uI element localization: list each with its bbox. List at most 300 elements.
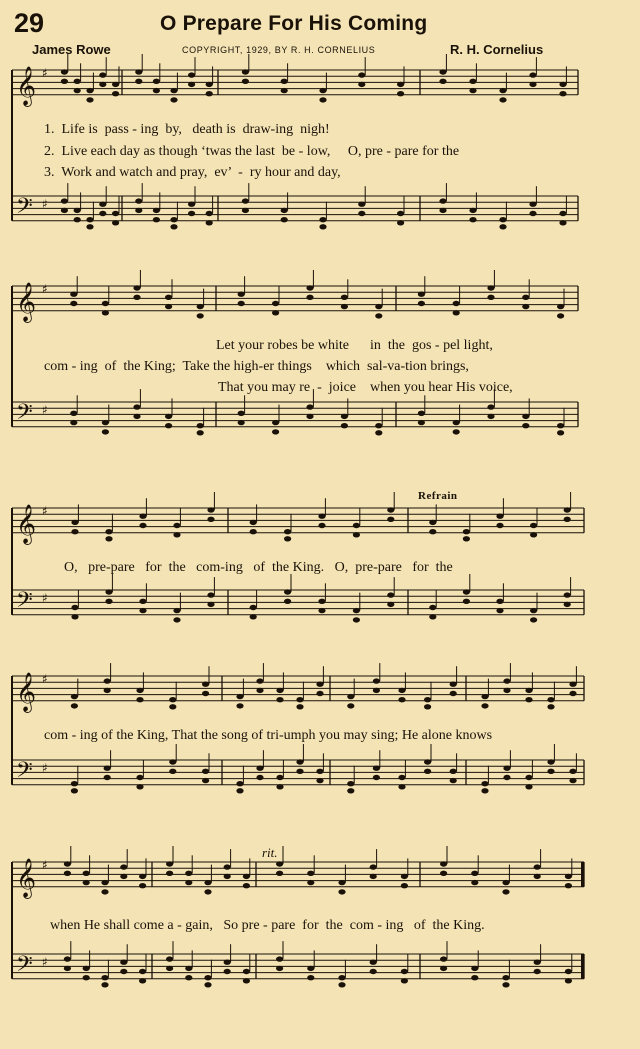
notehead <box>429 520 436 525</box>
notehead <box>387 507 394 512</box>
notehead <box>204 880 211 885</box>
notehead <box>83 871 90 876</box>
notehead <box>250 520 257 525</box>
treble-clef-icon: 𝄞 <box>16 281 37 322</box>
notehead <box>105 536 112 541</box>
notehead <box>398 775 405 780</box>
treble-clef-icon: 𝄞 <box>16 503 37 544</box>
notehead <box>272 310 279 315</box>
notehead <box>316 691 323 696</box>
notehead <box>502 889 509 894</box>
notehead <box>347 788 354 793</box>
notehead <box>341 414 348 419</box>
notehead <box>153 88 160 93</box>
hymn-number: 29 <box>14 8 45 38</box>
key-sharp-icon: ♯ <box>42 282 48 296</box>
notehead <box>276 784 283 789</box>
notehead <box>185 966 192 971</box>
notehead <box>481 788 488 793</box>
notehead <box>503 678 510 683</box>
notehead <box>170 97 177 102</box>
system-4-lyrics: com - ing of the King, That the song of tri-umph you may sing; He alone knows <box>44 728 493 743</box>
notehead <box>256 678 263 683</box>
notehead <box>120 864 127 869</box>
notehead <box>440 861 447 866</box>
notehead <box>319 97 326 102</box>
notehead <box>173 617 180 622</box>
notehead <box>120 874 127 879</box>
notehead <box>86 217 93 222</box>
notehead <box>71 605 78 610</box>
notehead <box>281 88 288 93</box>
notehead <box>173 608 180 613</box>
notehead <box>236 694 243 699</box>
notehead <box>83 966 90 971</box>
notehead <box>173 523 180 528</box>
notehead <box>530 532 537 537</box>
notehead <box>557 304 564 309</box>
notehead <box>70 292 77 297</box>
notehead <box>440 871 447 876</box>
notehead <box>401 883 408 888</box>
notehead <box>401 969 408 974</box>
notehead <box>202 682 209 687</box>
notehead <box>440 956 447 961</box>
notehead <box>204 982 211 987</box>
notehead <box>256 688 263 693</box>
notehead <box>70 420 77 425</box>
notehead <box>529 82 536 87</box>
notehead <box>243 978 250 983</box>
notehead <box>319 88 326 93</box>
notehead <box>153 217 160 222</box>
notehead <box>375 304 382 309</box>
notehead <box>564 592 571 597</box>
notehead <box>522 414 529 419</box>
notehead <box>387 592 394 597</box>
notehead <box>450 778 457 783</box>
notehead <box>250 529 257 534</box>
notehead <box>341 304 348 309</box>
notehead <box>104 775 111 780</box>
notehead <box>135 69 142 74</box>
treble-clef-icon: 𝄞 <box>16 671 37 712</box>
notehead <box>64 966 71 971</box>
notehead <box>341 295 348 300</box>
notehead <box>307 880 314 885</box>
notehead <box>358 82 365 87</box>
notehead <box>165 423 172 428</box>
treble-clef-icon: 𝄞 <box>16 857 37 898</box>
notehead <box>481 703 488 708</box>
notehead <box>105 589 112 594</box>
notehead <box>487 295 494 300</box>
notehead <box>496 514 503 519</box>
treble-clef-icon: 𝄞 <box>16 65 37 106</box>
notehead <box>316 778 323 783</box>
notehead <box>139 608 146 613</box>
notehead <box>238 411 245 416</box>
notehead <box>135 79 142 84</box>
notehead <box>105 529 112 534</box>
notehead <box>534 874 541 879</box>
notehead <box>338 880 345 885</box>
notehead <box>99 202 106 207</box>
notehead <box>276 775 283 780</box>
notehead <box>318 514 325 519</box>
notehead <box>165 295 172 300</box>
key-sharp-icon: ♯ <box>42 955 48 969</box>
notehead <box>502 880 509 885</box>
notehead <box>481 781 488 786</box>
notehead <box>188 72 195 77</box>
notehead <box>281 217 288 222</box>
notehead <box>530 523 537 528</box>
notehead <box>373 766 380 771</box>
notehead <box>102 310 109 315</box>
notehead <box>242 198 249 203</box>
key-sharp-icon: ♯ <box>42 761 48 775</box>
notehead <box>166 871 173 876</box>
notehead <box>547 759 554 764</box>
notehead <box>61 208 68 213</box>
notehead <box>99 82 106 87</box>
notehead <box>236 788 243 793</box>
notehead <box>347 781 354 786</box>
notehead <box>74 208 81 213</box>
system-2-line-1: Let your robes be white in the gos - pel light, <box>216 338 493 353</box>
notehead <box>358 72 365 77</box>
notehead <box>281 208 288 213</box>
system-3-lyrics: O, pre-pare for the com-ing of the King. O, pre-pare for the <box>64 560 453 575</box>
notehead <box>276 697 283 702</box>
notehead <box>338 982 345 987</box>
notehead <box>547 704 554 709</box>
notehead <box>202 778 209 783</box>
notehead <box>525 697 532 702</box>
notehead <box>463 589 470 594</box>
notehead <box>188 211 195 216</box>
final-barline <box>581 954 584 979</box>
notehead <box>71 529 78 534</box>
notehead <box>238 301 245 306</box>
notehead <box>170 217 177 222</box>
notehead <box>450 682 457 687</box>
notehead <box>276 688 283 693</box>
notehead <box>133 404 140 409</box>
notehead <box>206 82 213 87</box>
notehead <box>398 784 405 789</box>
notehead <box>135 208 142 213</box>
notehead <box>353 523 360 528</box>
notehead <box>375 430 382 435</box>
notehead <box>101 975 108 980</box>
notehead <box>64 956 71 961</box>
key-sharp-icon: ♯ <box>42 197 48 211</box>
copyright-notice: COPYRIGHT, 1929, BY R. H. CORNELIUS <box>182 45 376 55</box>
notehead <box>169 769 176 774</box>
notehead <box>165 414 172 419</box>
notehead <box>242 208 249 213</box>
system-2-line-2: com - ing of the King; Take the high-er things which sal-va-tion brings, <box>44 359 469 374</box>
notehead <box>569 778 576 783</box>
notehead <box>522 304 529 309</box>
notehead <box>139 883 146 888</box>
notehead <box>202 691 209 696</box>
notehead <box>105 599 112 604</box>
lyricist-credit: James Rowe <box>32 42 111 57</box>
notehead <box>338 889 345 894</box>
notehead <box>469 208 476 213</box>
bass-clef-icon: 𝄢 <box>16 951 33 982</box>
notehead <box>207 517 214 522</box>
notehead <box>429 605 436 610</box>
notehead <box>319 224 326 229</box>
notehead <box>373 688 380 693</box>
notehead <box>530 617 537 622</box>
notehead <box>318 608 325 613</box>
notehead <box>338 975 345 980</box>
notehead <box>185 871 192 876</box>
notehead <box>139 978 146 983</box>
notehead <box>370 960 377 965</box>
notehead <box>71 694 78 699</box>
notehead <box>557 423 564 428</box>
notehead <box>70 301 77 306</box>
notehead <box>418 420 425 425</box>
notehead <box>463 599 470 604</box>
notehead <box>401 978 408 983</box>
notehead <box>243 969 250 974</box>
ritardando-marking: rit. <box>262 845 278 860</box>
notehead <box>353 532 360 537</box>
notehead <box>86 88 93 93</box>
notehead <box>559 220 566 225</box>
notehead <box>471 966 478 971</box>
bass-clef-icon: 𝄢 <box>16 587 33 618</box>
notehead <box>397 220 404 225</box>
bass-clef-icon: 𝄢 <box>16 757 33 788</box>
notehead <box>569 682 576 687</box>
notehead <box>188 202 195 207</box>
notehead <box>565 883 572 888</box>
notehead <box>136 775 143 780</box>
notehead <box>559 211 566 216</box>
system-5-lyrics: when He shall come a - gain, So pre - pare for the com - ing of the King. <box>50 918 485 933</box>
notehead <box>120 969 127 974</box>
notehead <box>358 211 365 216</box>
notehead <box>318 599 325 604</box>
notehead <box>296 704 303 709</box>
notehead <box>71 614 78 619</box>
notehead <box>204 975 211 980</box>
notehead <box>522 423 529 428</box>
notehead <box>197 430 204 435</box>
notehead <box>530 608 537 613</box>
notehead <box>487 285 494 290</box>
notehead <box>71 520 78 525</box>
notehead <box>284 599 291 604</box>
notehead <box>471 975 478 980</box>
notehead <box>503 775 510 780</box>
verse-2-line: 2. Live each day as though ‘twas the last be - low, O, pre - pare for the <box>44 144 460 159</box>
notehead <box>547 697 554 702</box>
notehead <box>139 523 146 528</box>
key-sharp-icon: ♯ <box>42 66 48 80</box>
notehead <box>64 861 71 866</box>
notehead <box>238 420 245 425</box>
notehead <box>276 956 283 961</box>
notehead <box>353 608 360 613</box>
notehead <box>135 198 142 203</box>
notehead <box>418 411 425 416</box>
notehead <box>499 224 506 229</box>
notehead <box>440 966 447 971</box>
notehead <box>133 285 140 290</box>
notehead <box>358 202 365 207</box>
notehead <box>450 691 457 696</box>
notehead <box>306 285 313 290</box>
notehead <box>496 523 503 528</box>
notehead <box>139 599 146 604</box>
notehead <box>353 617 360 622</box>
notehead <box>224 874 231 879</box>
notehead <box>224 960 231 965</box>
notehead <box>564 602 571 607</box>
notehead <box>207 602 214 607</box>
notehead <box>276 966 283 971</box>
notehead <box>86 97 93 102</box>
notehead <box>74 79 81 84</box>
notehead <box>99 72 106 77</box>
notehead <box>547 769 554 774</box>
notehead <box>71 703 78 708</box>
notehead <box>112 82 119 87</box>
notehead <box>463 529 470 534</box>
notehead <box>61 198 68 203</box>
notehead <box>112 220 119 225</box>
notehead <box>197 304 204 309</box>
notehead <box>101 889 108 894</box>
notehead <box>439 208 446 213</box>
notehead <box>139 874 146 879</box>
notehead <box>112 211 119 216</box>
notehead <box>499 217 506 222</box>
notehead <box>86 224 93 229</box>
notehead <box>197 423 204 428</box>
bass-clef-icon: 𝄢 <box>16 193 33 224</box>
notehead <box>102 420 109 425</box>
notehead <box>64 871 71 876</box>
notehead <box>243 883 250 888</box>
notehead <box>136 688 143 693</box>
notehead <box>525 784 532 789</box>
notehead <box>250 614 257 619</box>
notehead <box>236 703 243 708</box>
notehead <box>499 97 506 102</box>
notehead <box>204 889 211 894</box>
notehead <box>469 79 476 84</box>
notehead <box>398 697 405 702</box>
verse-1-line: 1. Life is pass - ing by, death is draw-ing nigh! <box>44 122 330 137</box>
notehead <box>370 969 377 974</box>
notehead <box>529 202 536 207</box>
notehead <box>206 220 213 225</box>
notehead <box>272 420 279 425</box>
notehead <box>101 982 108 987</box>
notehead <box>284 536 291 541</box>
notehead <box>373 678 380 683</box>
notehead <box>529 211 536 216</box>
verse-3-line: 3. Work and watch and pray, ev’ - ry hour and day, <box>44 165 341 180</box>
notehead <box>387 517 394 522</box>
notehead <box>347 694 354 699</box>
notehead <box>136 697 143 702</box>
notehead <box>424 704 431 709</box>
notehead <box>564 507 571 512</box>
composer-credit: R. H. Cornelius <box>450 42 544 57</box>
key-sharp-icon: ♯ <box>42 591 48 605</box>
refrain-label: Refrain <box>418 490 458 502</box>
notehead <box>139 969 146 974</box>
notehead <box>296 697 303 702</box>
notehead <box>307 871 314 876</box>
notehead <box>206 91 213 96</box>
notehead <box>206 211 213 216</box>
system-2-line-3: That you may re - joice when you hear His voice, <box>218 380 513 395</box>
notehead <box>453 301 460 306</box>
notehead <box>133 295 140 300</box>
notehead <box>401 874 408 879</box>
notehead <box>341 423 348 428</box>
notehead <box>565 978 572 983</box>
notehead <box>463 536 470 541</box>
notehead <box>453 429 460 434</box>
notehead <box>296 769 303 774</box>
notehead <box>61 69 68 74</box>
notehead <box>525 688 532 693</box>
hymn-title: O Prepare For His Coming <box>160 12 428 35</box>
notehead <box>306 404 313 409</box>
notehead <box>522 295 529 300</box>
notehead <box>165 304 172 309</box>
notehead <box>450 769 457 774</box>
notehead <box>429 614 436 619</box>
notehead <box>487 414 494 419</box>
notehead <box>499 88 506 93</box>
key-sharp-icon: ♯ <box>42 858 48 872</box>
notehead <box>373 775 380 780</box>
notehead <box>185 975 192 980</box>
notehead <box>439 198 446 203</box>
notehead <box>557 313 564 318</box>
notehead <box>136 784 143 789</box>
notehead <box>469 88 476 93</box>
key-sharp-icon: ♯ <box>42 672 48 686</box>
notehead <box>272 429 279 434</box>
notehead <box>418 301 425 306</box>
notehead <box>102 429 109 434</box>
notehead <box>487 404 494 409</box>
notehead <box>166 861 173 866</box>
notehead <box>242 69 249 74</box>
notehead <box>284 529 291 534</box>
notehead <box>387 602 394 607</box>
notehead <box>207 592 214 597</box>
notehead <box>471 871 478 876</box>
notehead <box>197 313 204 318</box>
final-barline <box>581 862 584 887</box>
